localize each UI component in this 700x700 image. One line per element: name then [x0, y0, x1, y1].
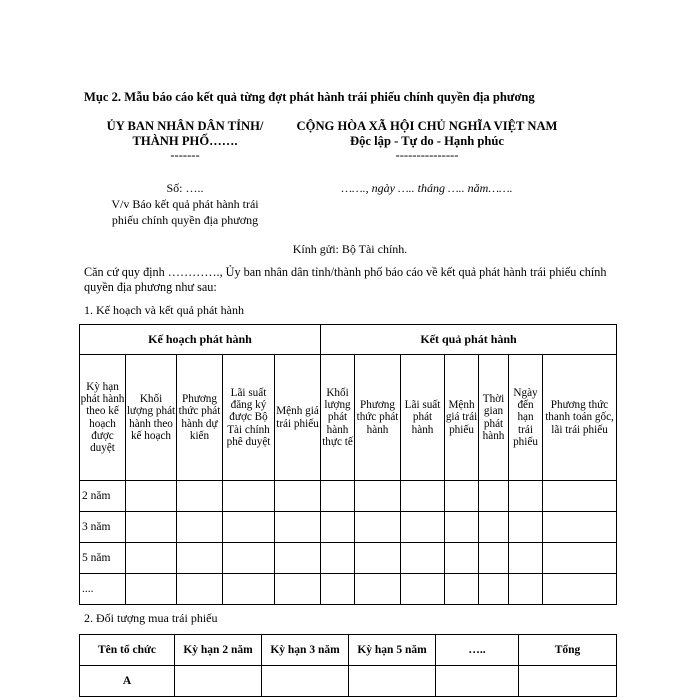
- table-cell[interactable]: [445, 574, 479, 605]
- table-cell[interactable]: [177, 543, 223, 574]
- table-cell[interactable]: [177, 512, 223, 543]
- table-cell[interactable]: [509, 481, 543, 512]
- table-cell[interactable]: [349, 666, 436, 697]
- term-label: 5 năm: [80, 543, 126, 574]
- column-header: Phương thức phát hành: [355, 355, 401, 481]
- table-cell[interactable]: [223, 574, 275, 605]
- table-cell[interactable]: [321, 543, 355, 574]
- table-cell[interactable]: [543, 574, 617, 605]
- recipient-line: Kính gửi: Bộ Tài chính.: [292, 242, 408, 256]
- term-label: ....: [80, 574, 126, 605]
- table-cell[interactable]: [519, 666, 617, 697]
- table-cell[interactable]: [479, 574, 509, 605]
- table-cell[interactable]: [321, 574, 355, 605]
- national-name: CỘNG HÒA XÃ HỘI CHỦ NGHĨA VIỆT NAM: [296, 119, 558, 133]
- table-cell[interactable]: [175, 666, 262, 697]
- intro-paragraph: Căn cứ quy định …………., Ủy ban nhân dân tỉnh/thành phố báo cáo về kết quả phát hành trái phiếu chính quyền địa phương như sau:: [84, 265, 607, 294]
- column-header: Kỳ hạn 5 năm: [349, 635, 436, 666]
- plan-result-table: [79, 324, 617, 605]
- column-header: Kỳ hạn phát hành theo kế hoạch được duyệt: [80, 355, 126, 481]
- table-cell[interactable]: [479, 543, 509, 574]
- table-cell[interactable]: [275, 574, 321, 605]
- column-header: …..: [436, 635, 519, 666]
- table-cell[interactable]: [401, 574, 445, 605]
- column-header: Phương thức phát hành dự kiến: [177, 355, 223, 481]
- table-cell[interactable]: [355, 543, 401, 574]
- table-cell[interactable]: [223, 543, 275, 574]
- issuer-divider: -------: [170, 148, 200, 162]
- national-motto: Độc lập - Tự do - Hạnh phúc: [350, 134, 504, 148]
- table-cell[interactable]: [509, 512, 543, 543]
- column-header: Phương thức thanh toán gốc, lãi trái phiếu: [543, 355, 617, 481]
- term-label: 2 năm: [80, 481, 126, 512]
- table-cell[interactable]: [126, 481, 177, 512]
- table-cell[interactable]: [262, 666, 349, 697]
- issuer-header: [70, 119, 300, 161]
- column-header: Kỳ hạn 2 năm: [175, 635, 262, 666]
- table-cell[interactable]: [355, 481, 401, 512]
- table-row: [80, 481, 617, 512]
- table-cell[interactable]: [543, 481, 617, 512]
- table-cell[interactable]: [401, 481, 445, 512]
- column-header: Khối lượng phát hành thực tế: [321, 355, 355, 481]
- table-cell[interactable]: [509, 543, 543, 574]
- table-cell[interactable]: [479, 512, 509, 543]
- issuer-line-2: THÀNH PHỐ…….: [132, 134, 238, 148]
- table-cell[interactable]: [321, 512, 355, 543]
- table-cell[interactable]: [126, 512, 177, 543]
- table-cell[interactable]: [275, 481, 321, 512]
- table-cell[interactable]: [223, 512, 275, 543]
- table-cell[interactable]: [401, 512, 445, 543]
- subject-line-1: V/v Báo kết quả phát hành trái: [111, 197, 259, 211]
- table-cell[interactable]: [321, 481, 355, 512]
- section-1-heading: 1. Kế hoạch và kết quả phát hành: [84, 303, 244, 317]
- table-cell[interactable]: [126, 574, 177, 605]
- document-title: Mục 2. Mẫu báo cáo kết quả từng đợt phát hành trái phiếu chính quyền địa phương: [84, 90, 535, 104]
- date-line: ……., ngày ….. tháng ….. năm…….: [341, 181, 513, 195]
- table-cell[interactable]: [543, 543, 617, 574]
- table-cell[interactable]: [177, 481, 223, 512]
- buyers-table: [79, 634, 617, 697]
- subject-line-2: phiếu chính quyền địa phương: [111, 213, 259, 227]
- column-header: Khối lượng phát hành theo kế hoạch: [126, 355, 177, 481]
- column-header: Tên tổ chức: [80, 635, 175, 666]
- result-group-header: Kết quả phát hành: [321, 325, 617, 355]
- table-row: [80, 512, 617, 543]
- table-cell[interactable]: [223, 481, 275, 512]
- document-number: Số: …..: [166, 181, 204, 195]
- column-header: Ngày đến hạn trái phiếu: [509, 355, 543, 481]
- table-cell[interactable]: [401, 543, 445, 574]
- table-cell[interactable]: [436, 666, 519, 697]
- national-header: [272, 119, 582, 161]
- column-header: Mệnh giá trái phiếu: [275, 355, 321, 481]
- table-cell[interactable]: [355, 512, 401, 543]
- issuer-line-1: ỦY BAN NHÂN DÂN TỈNH/: [106, 119, 264, 133]
- table-row: [80, 574, 617, 605]
- table-row: [80, 666, 617, 697]
- column-header: Lãi suất đăng ký được Bộ Tài chính phê duyệt: [223, 355, 275, 481]
- table-cell[interactable]: [543, 512, 617, 543]
- table-cell[interactable]: [275, 543, 321, 574]
- plan-group-header: Kế hoạch phát hành: [80, 325, 321, 355]
- table-cell[interactable]: [509, 574, 543, 605]
- column-header: Lãi suất phát hành: [401, 355, 445, 481]
- column-header: Kỳ hạn 3 năm: [262, 635, 349, 666]
- national-divider: ---------------: [395, 148, 459, 162]
- table-cell[interactable]: [355, 574, 401, 605]
- table-cell[interactable]: [445, 481, 479, 512]
- table-cell[interactable]: [177, 574, 223, 605]
- term-label: 3 năm: [80, 512, 126, 543]
- section-2-heading: 2. Đối tượng mua trái phiếu: [84, 611, 218, 625]
- organization-label: A: [80, 666, 175, 697]
- column-header: Mệnh giá trái phiếu: [445, 355, 479, 481]
- table-cell[interactable]: [479, 481, 509, 512]
- column-header: Thời gian phát hành: [479, 355, 509, 481]
- table-row: [80, 543, 617, 574]
- column-header: Tổng: [519, 635, 617, 666]
- table-cell[interactable]: [445, 512, 479, 543]
- table-cell[interactable]: [445, 543, 479, 574]
- document-number-block: [70, 180, 300, 228]
- table-cell[interactable]: [126, 543, 177, 574]
- table-cell[interactable]: [275, 512, 321, 543]
